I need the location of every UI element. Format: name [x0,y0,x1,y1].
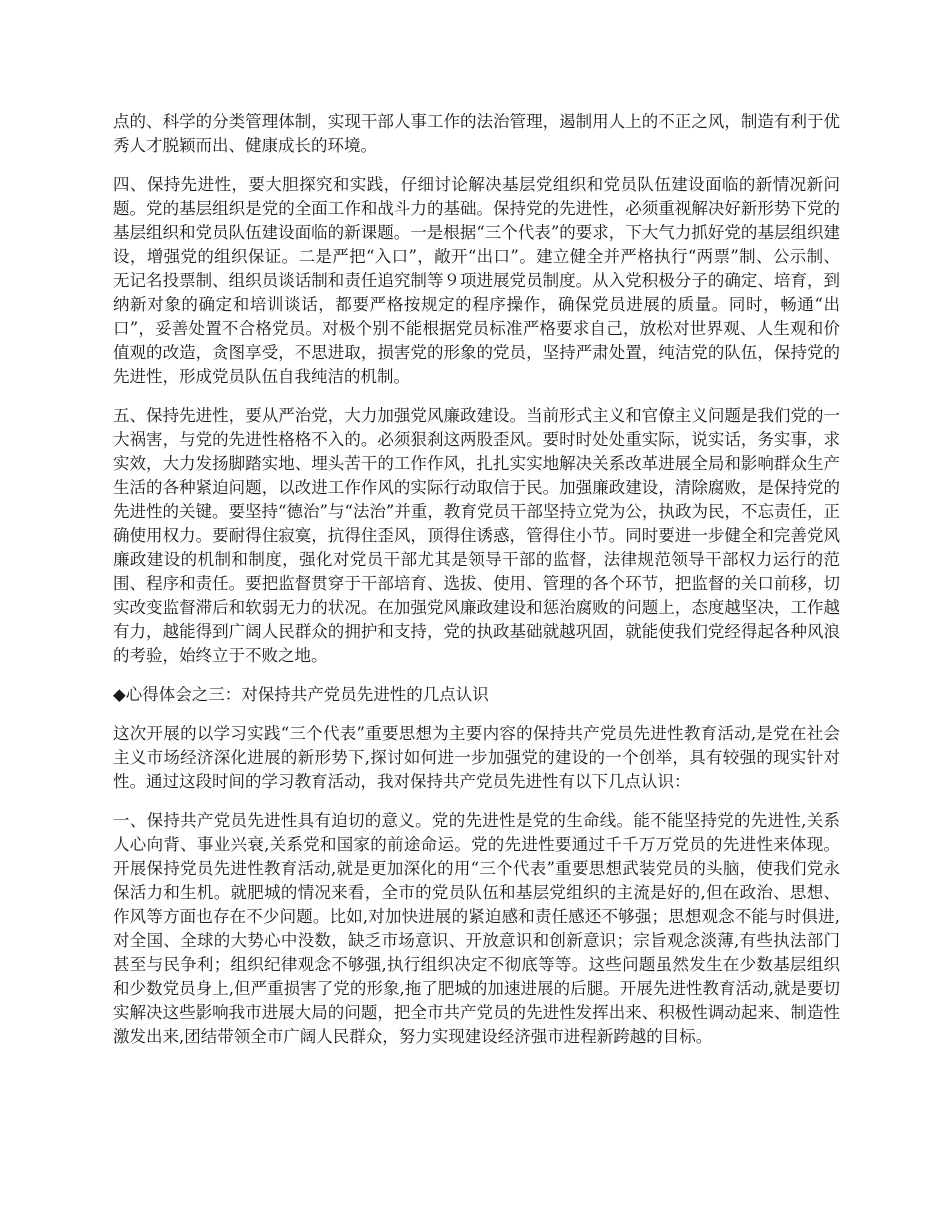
paragraph-point-four: 四、保持先进性，要大胆探究和实践，仔细讨论解决基层党组织和党员队伍建设面临的新情况新问题。党的基层组织是党的全面工作和战斗力的基础。保持党的先进性，必须重视解决好新形势下党的基层组织和党员队伍建设面临的新课题。一是根据“三个代表”的要求，下大气力抓好党的基层组织建设，增强党的组织保证。二是严把“入口”，敞开“出口”。建立健全并严格执行“两票”制、公示制、无记名投票制、组织员谈话制和责任追究制等９项进展党员制度。从入党积极分子的确定、培育，到纳新对象的确定和培训谈话，都要严格按规定的程序操作，确保党员进展的质量。同时，畅通“出口”，妥善处置不合格党员。对极个别不能根据党员标准严格要求自己，放松对世界观、人生观和价值观的改造，贪图享受，不思进取，损害党的形象的党员，坚持严肃处置，纯洁党的队伍，保持党的先进性，形成党员队伍自我纯洁的机制。 [113,175,840,386]
paragraph-point-one: 一、保持共产党员先进性具有迫切的意义。党的先进性是党的生命线。能不能坚持党的先进性,关系人心向背、事业兴衰,关系党和国家的前途命运。党的先进性要通过千千万万党员的先进性来体现。开展保持党员先进性教育活动,就是更加深化的用“三个代表”重要思想武装党员的头脑，使我们党永保活力和生机。就肥城的情况来看，全市的党员队伍和基层党组织的主流是好的,但在政治、思想、作风等方面也存在不少问题。比如,对加快进展的紧迫感和责任感还不够强；思想观念不能与时俱进,对全国、全球的大势心中没数，缺乏市场意识、开放意识和创新意识；宗旨观念淡薄,有些执法部门甚至与民争利；组织纪律观念不够强,执行组织决定不彻底等等。这些问题虽然发生在少数基层组织和少数党员身上,但严重损害了党的形象,拖了肥城的加速进展的后腿。开展先进性教育活动,就是要切实解决这些影响我市进展大局的问题，把全市共产党员的先进性发挥出来、积极性调动起来、制造性激发出来,团结带领全市广阔人民群众，努力实现建设经济强市进程新跨越的目标。 [113,811,840,1046]
paragraph-section-intro: 这次开展的以学习实践“三个代表”重要思想为主要内容的保持共产党员先进性教育活动,是党在社会主义市场经济深化进展的新形势下,探讨如何进一步加强党的建设的一个创举，具有较强的现实针对性。通过这段时间的学习教育活动，我对保持共产党员先进性有以下几点认识： [113,724,840,791]
section-heading: ◆心得体会之三：对保持共产党员先进性的几点认识 [113,685,489,704]
document-page [113,110,840,1064]
paragraph-intro-continuation: 点的、科学的分类管理体制，实现干部人事工作的法治管理，遏制用人上的不正之风，制造有利于优秀人才脱颖而出、健康成长的环境。 [113,112,840,155]
paragraph-point-five: 五、保持先进性，要从严治党，大力加强党风廉政建设。当前形式主义和官僚主义问题是我们党的一大祸害，与党的先进性格格不入的。必须狠刹这两股歪风。要时时处处重实际，说实话，务实事，求实效，大力发扬脚踏实地、埋头苦干的工作作风，扎扎实实地解决关系改革进展全局和影响群众生产生活的各种紧迫问题，以改进工作作风的实际行动取信于民。加强廉政建设，清除腐败，是保持党的先进性的关键。要坚持“德治”与“法治”并重，教育党员干部坚持立党为公，执政为民，不忘责任，正确使用权力。要耐得住寂寞，抗得住歪风，顶得住诱惑，管得住小节。同时要进一步健全和完善党风廉政建设的机制和制度，强化对党员干部尤其是领导干部的监督，法律规范领导干部权力运行的范围、程序和责任。要把监督贯穿于干部培育、选拔、使用、管理的各个环节，把监督的关口前移，切实改变监督滞后和软弱无力的状况。在加强党风廉政建设和惩治腐败的问题上，态度越坚决，工作越有力，越能得到广阔人民群众的拥护和支持，党的执政基础就越巩固，就能使我们党经得起各种风浪的考验，始终立于不败之地。 [113,406,840,665]
